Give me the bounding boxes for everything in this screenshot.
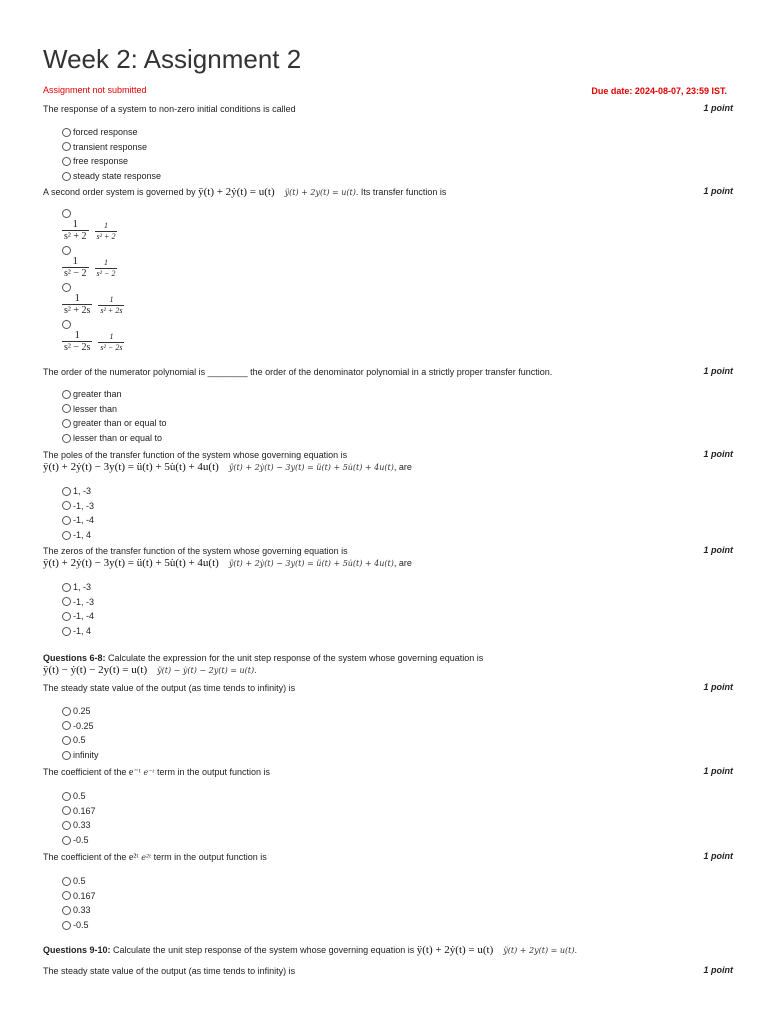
page-title: Week 2: Assignment 2 — [43, 44, 302, 74]
option[interactable]: 1, -3 — [62, 484, 733, 499]
question-text: The coefficient of the e²ᵗ e²ᵗ term in the output function is — [43, 852, 267, 863]
option[interactable]: 0.33 — [62, 818, 733, 833]
question-2 — [43, 186, 733, 353]
question-6 — [43, 652, 733, 762]
radio-button[interactable] — [62, 597, 71, 606]
option[interactable]: -0.25 — [62, 719, 733, 734]
option[interactable]: $\frac{1}{\text{s² + 2s}}$ $\frac{1}{\text{s² + 2s}}$ — [62, 283, 733, 316]
question-points: 1 point — [703, 965, 733, 975]
question-text: The coefficient of the e⁻ᵗ e⁻ᵗ term in the output function is — [43, 767, 271, 778]
option[interactable]: 0.167 — [62, 804, 733, 819]
radio-button[interactable] — [62, 531, 71, 540]
question-points: 1 point — [703, 103, 733, 113]
option[interactable]: lesser than or equal to — [62, 431, 733, 446]
option[interactable]: 0.5 — [62, 874, 733, 889]
option[interactable]: -1, -3 — [62, 595, 733, 610]
radio-button[interactable] — [62, 583, 71, 592]
radio-button[interactable] — [62, 721, 71, 730]
radio-button[interactable] — [62, 612, 71, 621]
question-3 — [43, 366, 733, 445]
radio-button[interactable] — [62, 283, 71, 292]
question-equation: ÿ(t) + 2ẏ(t) − 3y(t) = ü(t) + 5u̇(t) + 4u(t) ÿ(t) + 2ẏ(t) − 3y(t) = ü(t) + 5u̇(t) + 4u(t), are — [43, 557, 412, 569]
question-points: 1 point — [703, 186, 733, 196]
question-equation: ÿ(t) − ẏ(t) − 2y(t) = u(t) ÿ(t) − ẏ(t) − 2y(t) = u(t). — [43, 664, 257, 676]
option[interactable]: $\frac{1}{\text{s² + 2}}$ $\frac{1}{\text{s² + 2}}$ — [62, 209, 733, 242]
radio-button[interactable] — [62, 419, 71, 428]
option[interactable]: -1, -4 — [62, 513, 733, 528]
question-points: 1 point — [703, 682, 733, 692]
option[interactable]: steady state response — [62, 169, 733, 184]
radio-button[interactable] — [62, 627, 71, 636]
due-date: Due date: 2024-08-07, 23:59 IST. — [591, 86, 727, 96]
question-equation: ÿ(t) + 2ẏ(t) − 3y(t) = ü(t) + 5u̇(t) + 4u(t) ÿ(t) + 2ẏ(t) − 3y(t) = ü(t) + 5u̇(t) + 4u(t), are — [43, 461, 412, 473]
option[interactable]: $\frac{1}{\text{s² − 2s}}$ $\frac{1}{\text{s² − 2s}}$ — [62, 320, 733, 353]
question-points: 1 point — [703, 545, 733, 555]
submission-status: Assignment not submitted — [43, 85, 147, 95]
option[interactable]: 0.167 — [62, 889, 733, 904]
question-text: The zeros of the transfer function of the system whose governing equation is — [43, 546, 348, 556]
option[interactable]: -1, 4 — [62, 528, 733, 543]
radio-button[interactable] — [62, 736, 71, 745]
question-points: 1 point — [703, 851, 733, 861]
question-text: The steady state value of the output (as time tends to infinity) is — [43, 966, 296, 976]
question-text: The order of the numerator polynomial is ________ the order of the denominator polynomial in a strictly proper transfer function. — [43, 367, 553, 377]
radio-button[interactable] — [62, 246, 71, 255]
option[interactable]: lesser than — [62, 402, 733, 417]
radio-button[interactable] — [62, 921, 71, 930]
option[interactable]: 0.33 — [62, 903, 733, 918]
option[interactable]: -0.5 — [62, 833, 733, 848]
radio-button[interactable] — [62, 390, 71, 399]
radio-button[interactable] — [62, 320, 71, 329]
question-5 — [43, 545, 733, 638]
question-4 — [43, 449, 733, 542]
question-text: A second order system is governed by ÿ(t) + 2ẏ(t) = u(t) ÿ(t) + 2y(t) = u(t). Its transfer function is — [43, 186, 447, 198]
question-1 — [43, 103, 733, 183]
option[interactable]: greater than — [62, 387, 733, 402]
option[interactable]: infinity — [62, 748, 733, 763]
radio-button[interactable] — [62, 501, 71, 510]
question-8 — [43, 851, 733, 932]
radio-button[interactable] — [62, 434, 71, 443]
radio-button[interactable] — [62, 751, 71, 760]
option[interactable]: -1, 4 — [62, 624, 733, 639]
option[interactable]: -1, -3 — [62, 499, 733, 514]
option[interactable]: greater than or equal to — [62, 416, 733, 431]
question-7 — [43, 766, 733, 847]
radio-button[interactable] — [62, 128, 71, 137]
radio-button[interactable] — [62, 806, 71, 815]
radio-button[interactable] — [62, 877, 71, 886]
radio-button[interactable] — [62, 891, 71, 900]
question-points: 1 point — [703, 766, 733, 776]
radio-button[interactable] — [62, 836, 71, 845]
question-intro: Questions 9-10: Calculate the unit step response of the system whose governing equation is ÿ(t) + 2ẏ(t) = u(t) ÿ(t) + 2y(t) = u(t). — [43, 944, 578, 956]
option[interactable]: -0.5 — [62, 918, 733, 933]
radio-button[interactable] — [62, 209, 71, 218]
radio-button[interactable] — [62, 157, 71, 166]
option[interactable]: -1, -4 — [62, 609, 733, 624]
radio-button[interactable] — [62, 487, 71, 496]
option[interactable]: 0.25 — [62, 704, 733, 719]
radio-button[interactable] — [62, 172, 71, 181]
question-intro: Questions 6-8: Calculate the expression for the unit step response of the system whose governing equation is — [43, 653, 484, 663]
radio-button[interactable] — [62, 404, 71, 413]
radio-button[interactable] — [62, 821, 71, 830]
question-points: 1 point — [703, 366, 733, 376]
option[interactable]: transient response — [62, 140, 733, 155]
option[interactable]: 0.5 — [62, 733, 733, 748]
option[interactable]: free response — [62, 154, 733, 169]
radio-button[interactable] — [62, 792, 71, 801]
radio-button[interactable] — [62, 906, 71, 915]
option[interactable]: 0.5 — [62, 789, 733, 804]
question-text: The steady state value of the output (as time tends to infinity) is — [43, 683, 296, 693]
question-text: The poles of the transfer function of the system whose governing equation is — [43, 450, 348, 460]
option[interactable]: 1, -3 — [62, 580, 733, 595]
option[interactable]: forced response — [62, 125, 733, 140]
question-9 — [43, 944, 733, 977]
question-points: 1 point — [703, 449, 733, 459]
option[interactable]: $\frac{1}{\text{s² − 2}}$ $\frac{1}{\text{s² − 2}}$ — [62, 246, 733, 279]
radio-button[interactable] — [62, 516, 71, 525]
radio-button[interactable] — [62, 142, 71, 151]
question-text: The response of a system to non-zero initial conditions is called — [43, 104, 296, 114]
radio-button[interactable] — [62, 707, 71, 716]
